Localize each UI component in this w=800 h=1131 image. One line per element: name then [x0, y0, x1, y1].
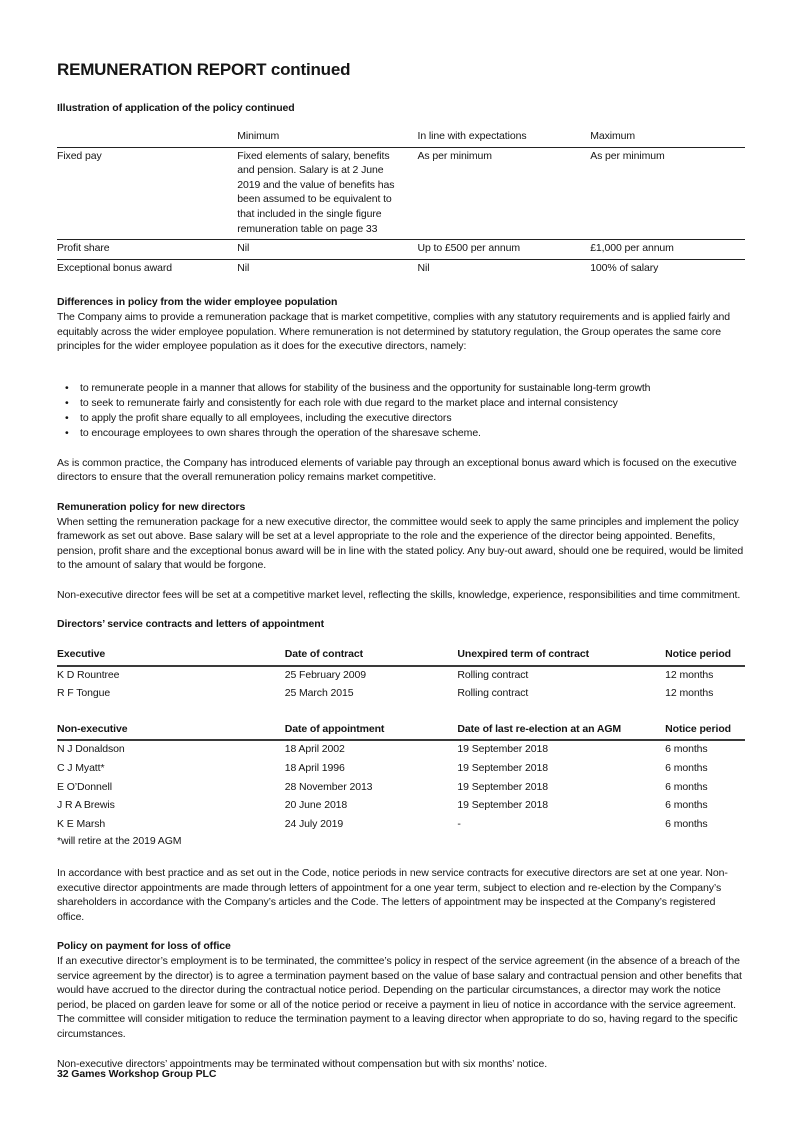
table-cell: R F Tongue: [57, 687, 111, 700]
table-cell: 100% of salary: [590, 261, 659, 274]
new-directors-paragraph: When setting the remuneration package for a new executive director, the committee would seek to apply the same principles and implement the policy framework as set out above. Base salary will be set at a level appropriate to the role and the experience of the director being appointed. Benefits, pension, profit share and the exceptional bonus award will be in line with the stated policy. Any buy-out award, should one be required, would be limited to the amount of salary that would be forgone.: [57, 515, 744, 572]
table-row: [57, 779, 745, 798]
table-cell: 25 March 2015: [284, 687, 354, 700]
new-directors-heading: Remuneration policy for new directors: [57, 500, 246, 513]
column-header: Executive: [57, 646, 285, 666]
column-header: Notice period: [665, 646, 745, 666]
column-header: Minimum: [237, 128, 417, 147]
table-cell: £1,000 per annum: [590, 240, 745, 260]
table-footnote: *will retire at the 2019 AGM: [57, 835, 182, 848]
executive-contracts-table: [57, 646, 745, 704]
column-header: Unexpired term of contract: [457, 646, 665, 666]
column-header: In line with expectations: [418, 128, 591, 147]
bullet-item: [57, 381, 745, 396]
table-cell: 6 months: [665, 817, 708, 830]
non-executive-contracts-table: [57, 721, 745, 835]
table-cell: Nil: [237, 261, 250, 274]
differences-heading: Differences in policy from the wider employee population: [57, 296, 338, 309]
column-header: [57, 128, 237, 147]
page-footer: 32 Games Workshop Group PLC: [57, 1068, 217, 1080]
column-header: Notice period: [665, 721, 745, 741]
table-row: [57, 816, 745, 835]
table-row: [57, 259, 745, 278]
table-row: [57, 740, 745, 760]
table-row: [57, 240, 745, 260]
table-cell: K E Marsh: [57, 817, 106, 830]
table-cell: 19 September 2018: [457, 799, 548, 812]
table-cell: K D Rountree: [57, 668, 120, 681]
table-cell: E O’Donnell: [57, 780, 112, 793]
table-cell: J R A Brewis: [57, 799, 115, 812]
table-cell: Rolling contract: [457, 668, 529, 681]
column-header: Maximum: [590, 128, 745, 147]
table-cell: 28 November 2013: [284, 780, 373, 793]
table-row: [57, 797, 745, 816]
table-cell: 25 February 2009: [284, 668, 367, 681]
table-cell: Profit share: [57, 240, 237, 260]
bullet-item: [57, 396, 745, 411]
table-cell: Rolling contract: [457, 687, 529, 700]
bullet-text: • to remunerate people in a manner that allows for stability of the business and the opportunity for sustainable long-term growth: [80, 381, 651, 394]
table-cell: Fixed elements of salary, benefits and pension. Salary is at 2 June 2019 and the value of benefits has been assumed to be equivalent to that included in the single figure remuneration table on page 33: [237, 147, 417, 240]
principles-bullet-list: [57, 381, 745, 441]
table-row: [57, 147, 745, 240]
bullet-text: • to apply the profit share equally to all employees, including the executive directors: [80, 411, 452, 424]
table-header-row: [57, 721, 745, 741]
bullet-item: [57, 411, 745, 426]
loss-of-office-heading: Policy on payment for loss of office: [57, 940, 231, 953]
table-cell: 6 months: [665, 762, 708, 775]
table-cell: 6 months: [665, 799, 708, 812]
table-cell: Fixed pay: [57, 147, 237, 240]
table-cell: Nil: [417, 261, 430, 274]
table-cell: 18 April 1996: [284, 762, 345, 775]
table-cell: Nil: [237, 240, 417, 260]
table-row: [57, 760, 745, 779]
table-cell: N J Donaldson: [57, 743, 125, 756]
table-cell: Exceptional bonus award: [57, 261, 173, 274]
table-cell: As per minimum: [590, 147, 745, 240]
table-cell: C J Myatt*: [57, 762, 105, 775]
table-cell: As per minimum: [418, 147, 591, 240]
column-header: Date of appointment: [285, 721, 458, 741]
bullet-item: [57, 426, 745, 441]
contracts-paragraph: In accordance with best practice and as set out in the Code, notice periods in new service contracts for executive directors are set at one year. Non-executive director appointments are made through letters of appointment for a one year term, subject to election and re-election by the Company’s shareholders in accordance with the Company’s articles and the Code. The letters of appointment may be inspected at the Company’s registered office.: [57, 867, 728, 923]
table-cell: 20 June 2018: [284, 799, 348, 812]
policy-application-table: [57, 128, 745, 278]
column-header: Date of contract: [285, 646, 458, 666]
page-title: REMUNERATION REPORT continued: [57, 60, 351, 79]
table-row: [57, 685, 745, 704]
illustration-heading: Illustration of application of the policy continued: [57, 102, 295, 114]
table-cell: 19 September 2018: [457, 780, 548, 793]
table-cell: 6 months: [665, 743, 708, 756]
table-cell: -: [457, 817, 461, 830]
column-header: Non-executive: [57, 721, 285, 741]
table-header-row: [57, 646, 745, 666]
table-cell: 6 months: [665, 780, 708, 793]
contracts-heading: Directors’ service contracts and letters of appointment: [57, 618, 324, 631]
table-row: [57, 666, 745, 686]
table-cell: 12 months: [665, 668, 714, 681]
loss-of-office-paragraph: Non-executive directors’ appointments may be terminated without compensation but with six months’ notice.: [57, 1057, 548, 1070]
differences-intro: The Company aims to provide a remuneration package that is market competitive, complies with any statutory requirements and is applied fairly and equitably across the wider employee population. Where remuneration is not determined by statutory regulation, the Group operates the same core principles for the wider employee population as it does for the executive directors, namely:: [57, 310, 731, 353]
table-header-row: [57, 128, 745, 147]
table-cell: Up to £500 per annum: [418, 240, 591, 260]
table-cell: 12 months: [665, 687, 714, 700]
table-cell: 24 July 2019: [284, 817, 344, 830]
column-header: Date of last re-election at an AGM: [457, 721, 665, 741]
table-cell: 19 September 2018: [457, 762, 548, 775]
table-cell: 19 September 2018: [457, 743, 548, 756]
loss-of-office-paragraph: If an executive director’s employment is to be terminated, the committee’s policy in respect of the service agreement (in the absence of a breach of the service agreement by the director) is to agree a termination payment based on the value of base salary and contractual pension and other benefits that would have accrued to the director during the contractual notice period. Depending on the particular circumstances, a director may work the notice period, be placed on garden leave for some or all of the notice period or receive a payment in lieu of notice in accordance with the service agreement. The committee will consider mitigation to reduce the termination payment to a leaving director when appropriate to do so, having regard to the specific circumstances.: [57, 954, 742, 1040]
differences-closing: As is common practice, the Company has introduced elements of variable pay through an exceptional bonus award which is focused on the executive directors to ensure that the overall remuneration policy remains market competitive.: [57, 456, 737, 484]
table-cell: 18 April 2002: [284, 743, 345, 756]
new-directors-paragraph: Non-executive director fees will be set at a competitive market level, reflecting the skills, knowledge, experience, responsibilities and time commitment.: [57, 588, 741, 601]
bullet-text: • to seek to remunerate fairly and consistently for each role with due regard to the market place and internal consistency: [80, 396, 618, 409]
bullet-text: • to encourage employees to own shares through the operation of the sharesave scheme.: [80, 426, 481, 439]
